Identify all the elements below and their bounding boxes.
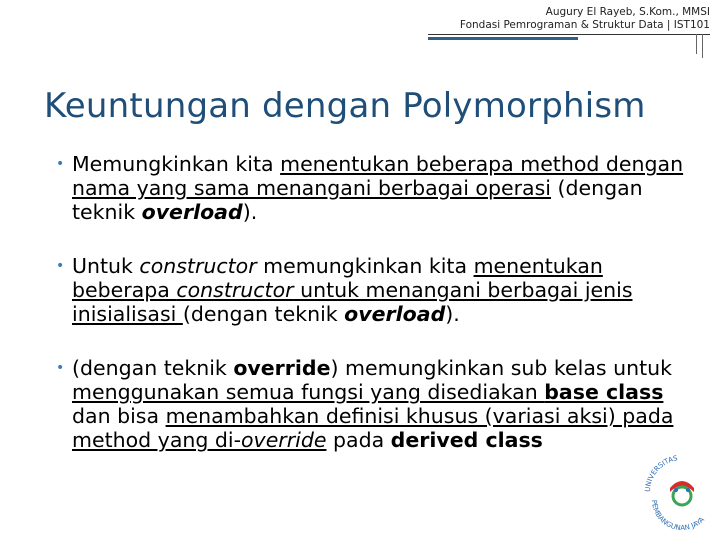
text-run: base class	[544, 380, 664, 404]
text-run: derived class	[390, 428, 543, 452]
logo-text-top: UNIVERSITAS	[643, 454, 679, 493]
bullet-item	[56, 356, 706, 452]
header-tick-mark	[702, 34, 703, 58]
text-run: dan bisa	[72, 404, 166, 428]
header-tick-mark	[696, 34, 697, 54]
logo-blue-dot	[686, 488, 690, 492]
text-run: override	[241, 428, 327, 452]
text-run: constructor	[139, 254, 257, 278]
text-run: constructor	[176, 278, 294, 302]
header-divider	[428, 34, 710, 35]
text-run: menentukan beberapa	[72, 254, 603, 302]
bullet-item	[56, 254, 706, 326]
bullet-dot-icon: •	[56, 258, 65, 274]
text-run: menggunakan semua fungsi yang disediakan	[72, 380, 545, 404]
text-run: pada	[326, 428, 391, 452]
text-run: overload	[344, 302, 446, 326]
logo-text-bottom: PEMBANGUNAN JAYA	[649, 499, 706, 533]
text-run: (dengan teknik	[182, 302, 345, 326]
author-text: Augury El Rayeb, S.Kom., MMSI	[545, 6, 710, 18]
text-run: ).	[445, 302, 460, 326]
text-run: (dengan teknik	[72, 176, 643, 224]
text-run: Untuk	[72, 254, 140, 278]
slide-title: Keuntungan dengan Polymorphism	[44, 86, 646, 126]
header-info	[460, 6, 710, 32]
text-run: menambahkan definisi khusus (variasi aksi) pada method yang di-	[72, 404, 674, 452]
bullet-dot-icon: •	[56, 156, 65, 172]
text-run: memungkinkan kita	[256, 254, 474, 278]
text-run: overload	[141, 200, 243, 224]
bullet-list	[56, 152, 706, 482]
text-run: (dengan teknik	[72, 356, 234, 380]
bullet-dot-icon: •	[56, 360, 65, 376]
course-text: Fondasi Pemrograman & Struktur Data | IST101	[459, 19, 710, 31]
text-run: ).	[242, 200, 258, 224]
text-run: Memungkinkan kita	[72, 152, 281, 176]
text-run: menentukan beberapa method dengan nama yang sama menangani berbagai operasi	[72, 152, 684, 200]
bullet-item	[56, 152, 706, 224]
text-run: ) memungkinkan sub kelas untuk	[330, 356, 673, 380]
text-run: override	[233, 356, 331, 380]
logo-blue-dot	[674, 488, 678, 492]
text-run: untuk menangani berbagai jenis inisialisasi	[72, 278, 633, 326]
university-logo	[640, 440, 720, 540]
header-accent-bar	[428, 37, 578, 40]
